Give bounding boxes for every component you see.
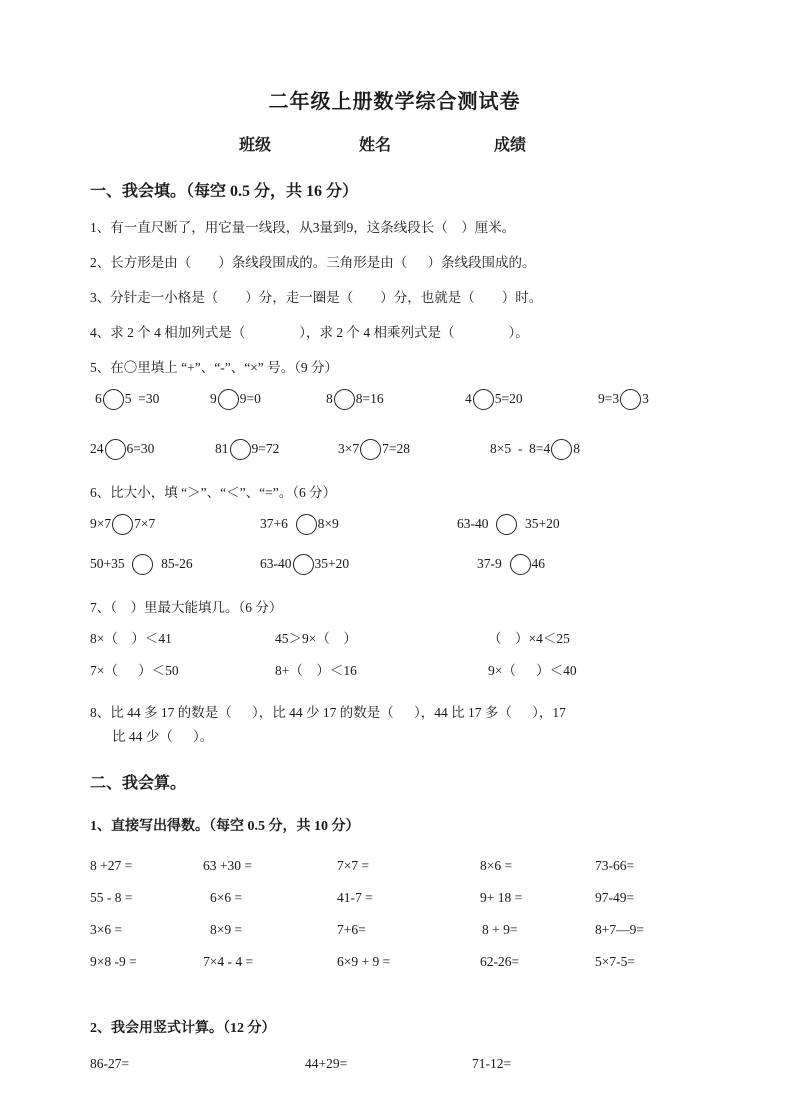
operator-circle-blank[interactable] bbox=[551, 439, 572, 460]
expression-cell: 62-26= bbox=[480, 954, 520, 969]
expression-cell: 8+（ ）＜16 bbox=[275, 663, 357, 678]
expression-cell: 8+7—9= bbox=[595, 922, 644, 937]
paper-content bbox=[0, 181, 789, 1081]
calc-row-1 bbox=[90, 851, 697, 883]
expression-right: 3 bbox=[642, 391, 649, 406]
operator-circle-blank[interactable] bbox=[105, 439, 126, 460]
expression-cell: 44+29= bbox=[305, 1056, 348, 1071]
spacer bbox=[90, 979, 697, 1013]
expression-left: 9 bbox=[210, 391, 217, 406]
expression-cell: 8 +27 = bbox=[90, 858, 133, 873]
expression-cell: 8×（ ）＜41 bbox=[90, 631, 172, 646]
expression-left: 9=3 bbox=[598, 391, 620, 406]
vertical-calc-row-1 bbox=[90, 1049, 697, 1081]
expression-right: 9=0 bbox=[239, 391, 261, 406]
expression-right: 8 bbox=[573, 441, 580, 456]
expression-cell bbox=[260, 549, 349, 579]
calc-row-3 bbox=[90, 915, 697, 947]
operator-circle-blank[interactable] bbox=[510, 554, 531, 575]
expression-cell bbox=[338, 434, 410, 464]
expression-cell: 6×9 + 9 = bbox=[337, 954, 391, 969]
expression-right: 35+20 bbox=[518, 516, 560, 531]
expression-right: 35+20 bbox=[314, 556, 350, 571]
operator-circle-blank[interactable] bbox=[293, 554, 314, 575]
section-two-sub1-heading: 1、直接写出得数。（每空 0.5 分，共 10 分） bbox=[90, 819, 360, 834]
expression-cell bbox=[465, 384, 523, 414]
q5-row-2 bbox=[90, 434, 697, 468]
expression-left: 37+6 bbox=[260, 516, 295, 531]
expression-cell: 7×4 - 4 = bbox=[203, 954, 254, 969]
expression-cell bbox=[215, 434, 279, 464]
expression-cell bbox=[90, 549, 193, 579]
expression-cell: 8×9 = bbox=[210, 922, 243, 937]
expression-right: 8×9 bbox=[317, 516, 339, 531]
expression-cell bbox=[326, 384, 384, 414]
expression-cell: 86-27= bbox=[90, 1056, 130, 1071]
operator-circle-blank[interactable] bbox=[473, 389, 494, 410]
operator-circle-blank[interactable] bbox=[334, 389, 355, 410]
expression-cell bbox=[490, 434, 580, 464]
expression-left: 63-40 bbox=[457, 516, 496, 531]
page-title: 二年级上册数学综合测试卷 bbox=[268, 91, 521, 113]
expression-cell: 6×6 = bbox=[210, 890, 243, 905]
expression-right: 46 bbox=[531, 556, 545, 571]
expression-left: 6 bbox=[95, 391, 102, 406]
operator-circle-blank[interactable] bbox=[360, 439, 381, 460]
expression-left: 24 bbox=[90, 441, 104, 456]
calc-row-4 bbox=[90, 947, 697, 979]
question-2: 2、长方形是由（ ）条线段围成的。三角形是由（ ）条线段围成的。 bbox=[90, 255, 536, 270]
expression-cell bbox=[457, 509, 560, 539]
question-7: 7、（ ）里最大能填几。（6 分） bbox=[90, 600, 283, 615]
question-8-line-2: 比 44 少（ ）。 bbox=[112, 729, 214, 744]
question-8-line-1: 8、比 44 多 17 的数是（ ），比 44 少 17 的数是（ ），44 比 17 多（ ），17 bbox=[90, 705, 566, 720]
spacer bbox=[90, 418, 697, 428]
operator-circle-blank[interactable] bbox=[112, 514, 133, 535]
q7-row-2 bbox=[90, 656, 697, 688]
q6-row-1 bbox=[90, 509, 697, 543]
expression-cell: 7×7 = bbox=[337, 858, 370, 873]
operator-circle-blank[interactable] bbox=[132, 554, 153, 575]
expression-cell: 97-49= bbox=[595, 890, 635, 905]
operator-circle-blank[interactable] bbox=[103, 389, 124, 410]
name-label: 姓名 bbox=[359, 137, 392, 154]
expression-right: 85-26 bbox=[154, 556, 193, 571]
expression-right: 8=16 bbox=[355, 391, 384, 406]
question-6: 6、比大小，填 “＞”、“＜”、“=”。（6 分） bbox=[90, 485, 337, 500]
expression-cell: 71-12= bbox=[472, 1056, 512, 1071]
operator-circle-blank[interactable] bbox=[296, 514, 317, 535]
section-one-heading: 一、我会填。（每空 0.5 分，共 16 分） bbox=[90, 183, 359, 200]
q7-row-1 bbox=[90, 624, 697, 656]
operator-circle-blank[interactable] bbox=[230, 439, 251, 460]
expression-cell: 8×6 = bbox=[480, 858, 513, 873]
expression-cell: 7+6= bbox=[337, 922, 366, 937]
operator-circle-blank[interactable] bbox=[496, 514, 517, 535]
expression-left: 3×7 bbox=[338, 441, 360, 456]
expression-cell: 9+ 18 = bbox=[480, 890, 523, 905]
expression-cell: 8 + 9= bbox=[482, 922, 518, 937]
expression-cell: 9×8 -9 = bbox=[90, 954, 137, 969]
score-label: 成绩 bbox=[494, 137, 527, 154]
expression-left: 8 bbox=[326, 391, 333, 406]
expression-cell: 55 - 8 = bbox=[90, 890, 133, 905]
expression-right: 7×7 bbox=[134, 516, 156, 531]
expression-cell: （ ）×4＜25 bbox=[488, 631, 570, 646]
expression-cell: 5×7-5= bbox=[595, 954, 635, 969]
expression-left: 4 bbox=[465, 391, 472, 406]
expression-cell: 41-7 = bbox=[337, 890, 373, 905]
expression-cell bbox=[477, 549, 545, 579]
expression-cell: 45＞9×（ ） bbox=[275, 631, 357, 646]
expression-right: 5 =30 bbox=[124, 391, 160, 406]
expression-right: 6=30 bbox=[126, 441, 155, 456]
operator-circle-blank[interactable] bbox=[620, 389, 641, 410]
expression-left: 50+35 bbox=[90, 556, 132, 571]
class-label: 班级 bbox=[239, 137, 272, 154]
expression-right: 7=28 bbox=[382, 441, 410, 456]
expression-left: 37-9 bbox=[477, 556, 509, 571]
expression-cell bbox=[90, 434, 154, 464]
expression-cell: 7×（ ）＜50 bbox=[90, 663, 179, 678]
question-3: 3、分针走一小格是（ ）分，走一圈是（ ）分，也就是（ ）时。 bbox=[90, 290, 543, 305]
operator-circle-blank[interactable] bbox=[218, 389, 239, 410]
expression-cell: 73-66= bbox=[595, 858, 635, 873]
q6-row-2 bbox=[90, 549, 697, 583]
expression-cell bbox=[95, 384, 159, 414]
calc-row-2 bbox=[90, 883, 697, 915]
student-info-row bbox=[0, 132, 789, 155]
expression-cell bbox=[90, 509, 155, 539]
expression-cell bbox=[210, 384, 261, 414]
expression-cell bbox=[598, 384, 649, 414]
section-two-heading: 二、我会算。 bbox=[90, 775, 187, 792]
expression-cell bbox=[260, 509, 339, 539]
question-5: 5、在〇里填上 “+”、“-”、“×” 号。（9 分） bbox=[90, 360, 339, 375]
question-4: 4、求 2 个 4 相加列式是（ ），求 2 个 4 相乘列式是（ ）。 bbox=[90, 325, 529, 340]
section-two-sub2-heading: 2、我会用竖式计算。（12 分） bbox=[90, 1021, 276, 1036]
expression-left: 9×7 bbox=[90, 516, 112, 531]
expression-cell: 63 +30 = bbox=[203, 858, 252, 873]
expression-right: 5=20 bbox=[494, 391, 523, 406]
expression-left: 8×5 - 8=4 bbox=[490, 441, 551, 456]
question-1: 1、有一直尺断了，用它量一线段，从3量到9，这条线段长（ ）厘米。 bbox=[90, 220, 516, 235]
q5-row-1 bbox=[90, 384, 697, 418]
expression-left: 81 bbox=[215, 441, 229, 456]
expression-cell: 9×（ ）＜40 bbox=[488, 663, 577, 678]
expression-right: 9=72 bbox=[251, 441, 280, 456]
expression-left: 63-40 bbox=[260, 556, 292, 571]
expression-cell: 3×6 = bbox=[90, 922, 123, 937]
